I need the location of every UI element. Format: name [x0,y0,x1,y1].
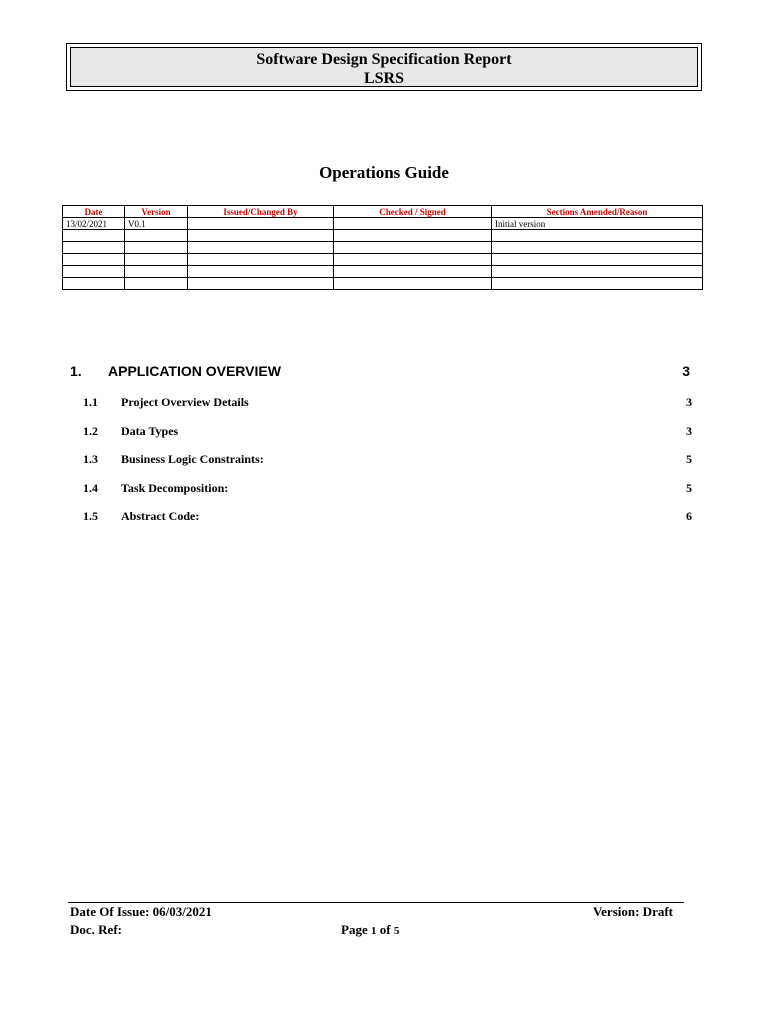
table-cell [334,266,492,278]
toc-heading-page: 3 [682,363,690,379]
table-cell [334,254,492,266]
table-cell [125,242,188,254]
footer-doc-ref: Doc. Ref: [70,922,122,937]
footer-page-of: of [379,922,391,937]
toc-item-title: Task Decomposition: [121,481,229,495]
table-row [63,230,703,242]
table-cell: Initial version [492,218,703,230]
toc-item-number: 1.4 [83,481,98,495]
table-cell [188,254,334,266]
revision-table-header [63,206,703,218]
table-row [63,218,703,230]
document-title: Software Design Specification Report [256,51,512,68]
table-cell [188,242,334,254]
toc-item-number: 1.1 [83,395,98,409]
footer-page-total: 5 [393,925,400,937]
table-cell [63,242,125,254]
toc-item[interactable] [83,424,692,440]
table-row [63,266,703,278]
toc-item-title: Data Types [121,424,179,438]
toc-heading-number: 1. [70,363,82,379]
toc-item-title: Business Logic Constraints: [121,452,264,466]
toc-item-page: 3 [686,424,692,438]
table-cell: V0.1 [125,218,188,230]
toc-item-page: 6 [686,509,692,523]
table-cell [334,218,492,230]
column-header-issued-by: Issued/Changed By [188,206,334,218]
table-row [63,254,703,266]
table-cell [63,254,125,266]
toc-item-number: 1.2 [83,424,98,438]
footer-divider [68,902,684,903]
table-cell [334,230,492,242]
toc-item[interactable] [83,395,692,411]
table-cell [125,230,188,242]
table-cell [188,218,334,230]
toc-item-title: Abstract Code: [121,509,200,523]
table-cell [334,278,492,290]
table-row [63,242,703,254]
table-cell [63,266,125,278]
footer-page-current: 1 [370,925,377,937]
footer-page-label: Page [341,922,368,937]
column-header-version: Version [125,206,188,218]
table-row [63,278,703,290]
table-cell [63,278,125,290]
table-cell [63,230,125,242]
column-header-sections-amended: Sections Amended/Reason [492,206,703,218]
toc-item-number: 1.5 [83,509,98,523]
toc-heading-title: APPLICATION OVERVIEW [108,363,281,379]
table-cell [188,230,334,242]
document-title-box [66,43,702,91]
footer-page-number [341,922,399,938]
column-header-checked-signed: Checked / Signed [334,206,492,218]
table-cell [492,266,703,278]
table-cell [125,278,188,290]
toc-item[interactable] [83,481,692,497]
toc-item-page: 5 [686,481,692,495]
footer-date-of-issue: Date Of Issue: 06/03/2021 [70,904,212,919]
table-cell [492,254,703,266]
document-subtitle: LSRS [363,70,405,87]
column-header-date: Date [63,206,125,218]
table-cell [492,278,703,290]
table-cell [334,242,492,254]
table-cell [125,254,188,266]
section-title: Operations Guide [319,163,449,182]
toc-item-page: 3 [686,395,692,409]
toc-item-title: Project Overview Details [121,395,249,409]
table-cell: 13/02/2021 [63,218,125,230]
document-title-inner [70,47,698,87]
table-cell [188,278,334,290]
toc-item[interactable] [83,452,692,468]
footer-version: Version: Draft [592,904,673,919]
table-cell [125,266,188,278]
table-cell [492,230,703,242]
table-cell [188,266,334,278]
table-cell [492,242,703,254]
toc-item[interactable] [83,509,692,525]
toc-item-number: 1.3 [83,452,98,466]
revision-table [62,205,703,290]
toc-item-page: 5 [686,452,692,466]
